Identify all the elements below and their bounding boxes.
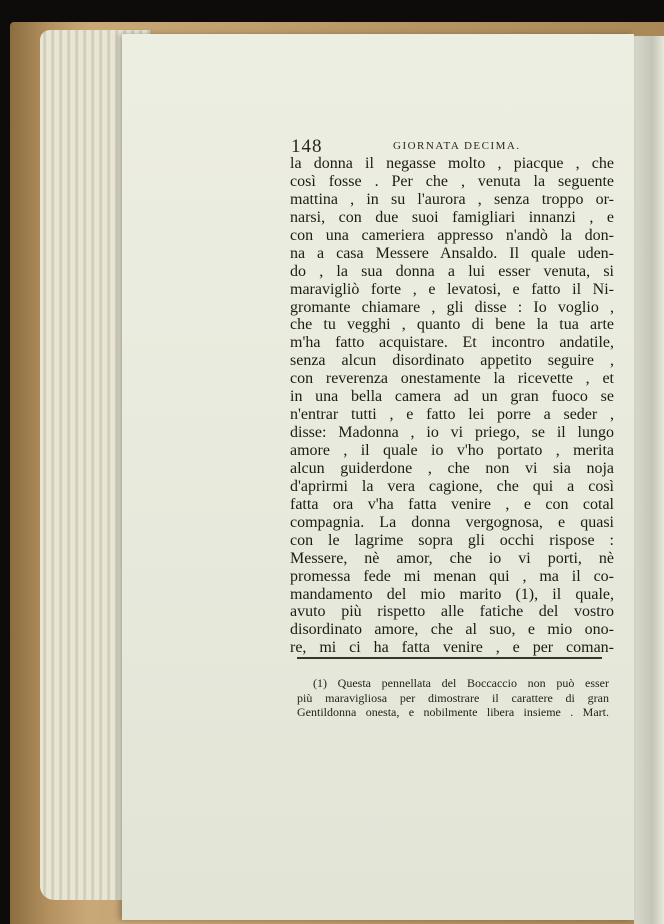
body-line: in una bella camera ad un gran fuoco se [290,388,614,406]
page-number: 148 [291,136,323,157]
body-line: gromante chiamare , gli disse : Io voglio , [290,298,614,316]
body-line: avuto più rispetto alle fatiche del vostro [290,603,614,621]
body-line: promessa fede mi menan qui , ma il co- [290,567,614,585]
body-line: mandamento del mio marito (1), il quale, [290,585,614,603]
body-line: amore , il quale io v'ho portato , merita [290,442,614,459]
running-title: GIORNATA DECIMA. [393,140,521,152]
footnote-line: Gentildonna onesta, e nobilmente libera insieme . Mart. [297,705,609,719]
footnote-rule [297,657,602,659]
facing-page-edge [634,36,664,924]
body-line: d'aprirmi la vera cagione, che qui a così [290,477,614,495]
body-line: la donna il negasse molto , piacque , che [290,155,614,172]
body-line: maravigliò forte , e levatosi, e fatto il Ni- [290,280,614,298]
body-line: che tu vegghi , quanto di bene la tua arte [290,316,614,334]
footnote [297,676,609,720]
body-line: narsi, con due suoi famigliari innanzi , e [290,208,614,226]
body-text [290,155,614,657]
body-line: do , la sua donna a lui esser venuta, si [290,262,614,280]
body-line: alcun guiderdone , che non vi sia noja [290,459,614,477]
body-line: mattina , in su l'aurora , senza troppo or- [290,190,614,208]
body-line: n'entrar tutti , e fatto lei porre a seder , [290,406,614,424]
body-line: senza alcun disordinato appetito seguire , [290,352,614,370]
body-line: na a casa Messere Ansaldo. Il quale uden- [290,244,614,262]
body-line: disse: Madonna , io vi priego, se il lungo [290,424,614,442]
body-line: con le lagrime sopra gli occhi rispose : [290,531,614,549]
body-line: fatta ora v'ha fatta venire , e con cotal [290,495,614,513]
footnote-line: più maravigliosa per dimostrare il carattere di gran [297,690,609,705]
body-line: re, mi ci ha fatta venire , e per coman- [290,639,614,657]
body-line: disordinato amore, che al suo, e mio ono- [290,621,614,639]
page-header [291,136,609,156]
body-line: con reverenza onestamente la ricevette , et [290,370,614,388]
body-line: m'ha fatto acquistare. Et incontro andatile, [290,334,614,352]
body-line: con una cameriera appresso n'andò la don- [290,226,614,244]
body-line: così fosse . Per che , venuta la seguente [290,172,614,190]
body-line: compagnia. La donna vergognosa, e quasi [290,513,614,531]
body-line: Messere, nè amor, che io vi porti, nè [290,549,614,567]
footnote-line: (1) Questa pennellata del Boccaccio non può esser [313,676,609,690]
